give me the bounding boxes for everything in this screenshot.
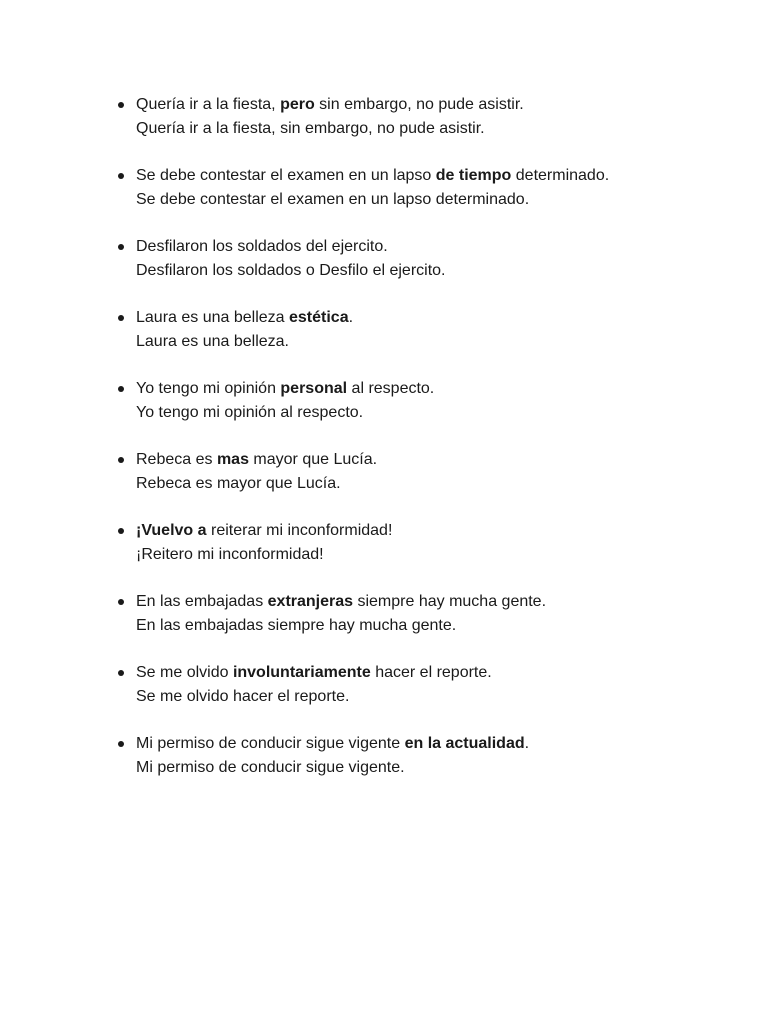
original-sentence: Se debe contestar el examen en un lapso de tiempo determinado. bbox=[136, 167, 610, 184]
redundant-phrase: extranjeras bbox=[267, 593, 354, 610]
redundant-phrase: pero bbox=[280, 96, 315, 113]
bullet-icon bbox=[118, 670, 124, 676]
redundant-phrase: personal bbox=[280, 380, 348, 397]
corrected-sentence: Rebeca es mayor que Lucía. bbox=[136, 475, 341, 492]
list-item bbox=[0, 448, 609, 519]
list-item bbox=[0, 377, 609, 448]
list-item bbox=[0, 590, 609, 661]
corrected-sentence: Se debe contestar el examen en un lapso determinado. bbox=[136, 191, 530, 208]
redundant-phrase: involuntariamente bbox=[232, 664, 371, 681]
bullet-icon bbox=[118, 386, 124, 392]
list-item bbox=[0, 732, 609, 803]
redundant-phrase: de tiempo bbox=[435, 167, 512, 184]
original-sentence: Desfilaron los soldados del ejercito. bbox=[136, 238, 388, 255]
list-item bbox=[0, 235, 609, 306]
bullet-icon bbox=[118, 528, 124, 534]
bullet-icon bbox=[118, 102, 124, 108]
original-sentence: En las embajadas extranjeras siempre hay mucha gente. bbox=[136, 593, 547, 610]
corrected-sentence: Se me olvido hacer el reporte. bbox=[136, 688, 350, 705]
bullet-icon bbox=[118, 599, 124, 605]
original-sentence: Yo tengo mi opinión personal al respecto. bbox=[136, 380, 435, 397]
corrected-sentence: Desfilaron los soldados o Desfilo el ejercito. bbox=[136, 262, 446, 279]
examples-list bbox=[0, 93, 609, 803]
corrected-sentence: Mi permiso de conducir sigue vigente. bbox=[136, 759, 405, 776]
bullet-icon bbox=[118, 457, 124, 463]
corrected-sentence: En las embajadas siempre hay mucha gente. bbox=[136, 617, 457, 634]
bullet-icon bbox=[118, 244, 124, 250]
corrected-sentence: Quería ir a la fiesta, sin embargo, no pude asistir. bbox=[136, 120, 485, 137]
corrected-sentence: ¡Reitero mi inconformidad! bbox=[136, 546, 324, 563]
bullet-icon bbox=[118, 173, 124, 179]
original-sentence: Se me olvido involuntariamente hacer el reporte. bbox=[136, 664, 492, 681]
redundant-phrase: ¡Vuelvo a bbox=[136, 522, 207, 539]
corrected-sentence: Laura es una belleza. bbox=[136, 333, 289, 350]
redundant-phrase: en la actualidad bbox=[404, 735, 525, 752]
list-item bbox=[0, 93, 609, 164]
original-sentence: ¡Vuelvo a reiterar mi inconformidad! bbox=[136, 522, 393, 539]
redundant-phrase: mas bbox=[216, 451, 249, 468]
original-sentence: Rebeca es mas mayor que Lucía. bbox=[136, 451, 378, 468]
original-sentence: Mi permiso de conducir sigue vigente en la actualidad. bbox=[136, 735, 530, 752]
original-sentence: Laura es una belleza estética. bbox=[136, 309, 354, 326]
bullet-icon bbox=[118, 315, 124, 321]
original-sentence: Quería ir a la fiesta, pero sin embargo, no pude asistir. bbox=[136, 96, 524, 113]
list-item bbox=[0, 164, 609, 235]
list-item bbox=[0, 661, 609, 732]
bullet-icon bbox=[118, 741, 124, 747]
list-item bbox=[0, 306, 609, 377]
redundant-phrase: estética bbox=[289, 309, 349, 326]
list-item bbox=[0, 519, 609, 590]
corrected-sentence: Yo tengo mi opinión al respecto. bbox=[136, 404, 364, 421]
